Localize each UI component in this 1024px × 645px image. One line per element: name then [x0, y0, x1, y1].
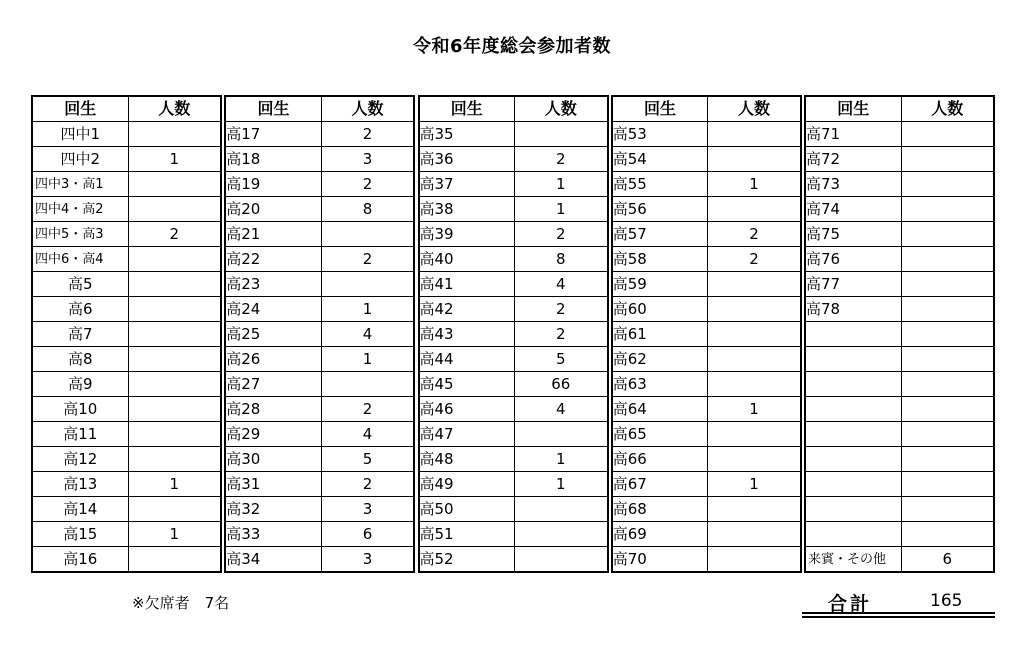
table-row [225, 447, 414, 472]
table-row [612, 397, 801, 422]
table-row [225, 397, 414, 422]
cell-kai [805, 347, 901, 372]
table-row [225, 522, 414, 547]
header-ninzu: 人数 [128, 96, 221, 122]
attendance-table-block [804, 95, 995, 573]
table-header-row [805, 96, 994, 122]
table-row [225, 347, 414, 372]
table-row [612, 472, 801, 497]
cell-kai: 四中1 [32, 122, 128, 147]
cell-ninzu [515, 122, 608, 147]
table-row [805, 547, 994, 573]
cell-ninzu: 1 [321, 347, 414, 372]
table-row [32, 147, 221, 172]
cell-kai: 高59 [612, 272, 708, 297]
cell-ninzu: 66 [515, 372, 608, 397]
table-row [32, 247, 221, 272]
cell-kai: 四中3・高1 [32, 172, 128, 197]
table-row [32, 447, 221, 472]
cell-ninzu [901, 172, 994, 197]
cell-kai: 高69 [612, 522, 708, 547]
cell-kai: 高8 [32, 347, 128, 372]
cell-ninzu [901, 497, 994, 522]
cell-kai: 高19 [225, 172, 321, 197]
table-row [32, 222, 221, 247]
cell-ninzu [901, 222, 994, 247]
cell-ninzu: 1 [708, 397, 801, 422]
cell-ninzu [901, 272, 994, 297]
table-row [419, 447, 608, 472]
cell-ninzu: 1 [515, 447, 608, 472]
cell-kai: 高47 [419, 422, 515, 447]
cell-kai: 高39 [419, 222, 515, 247]
cell-kai: 高55 [612, 172, 708, 197]
table-row [805, 522, 994, 547]
table-row [225, 497, 414, 522]
cell-ninzu [901, 322, 994, 347]
table-row [612, 347, 801, 372]
cell-ninzu [901, 397, 994, 422]
cell-ninzu [321, 222, 414, 247]
table-row [419, 297, 608, 322]
table-row [612, 447, 801, 472]
cell-ninzu [128, 247, 221, 272]
cell-kai: 高33 [225, 522, 321, 547]
cell-ninzu [901, 472, 994, 497]
table-header-row [612, 96, 801, 122]
table-row [32, 547, 221, 573]
total-label: 合計 [828, 593, 873, 615]
cell-ninzu [321, 372, 414, 397]
cell-ninzu: 3 [321, 147, 414, 172]
cell-kai: 高48 [419, 447, 515, 472]
cell-kai: 高31 [225, 472, 321, 497]
cell-kai [805, 422, 901, 447]
cell-kai: 高75 [805, 222, 901, 247]
cell-ninzu [321, 272, 414, 297]
cell-kai: 高11 [32, 422, 128, 447]
table-row [32, 372, 221, 397]
cell-ninzu: 4 [321, 422, 414, 447]
cell-kai: 高25 [225, 322, 321, 347]
cell-ninzu [128, 197, 221, 222]
cell-ninzu: 4 [321, 322, 414, 347]
cell-ninzu [128, 297, 221, 322]
cell-kai: 高38 [419, 197, 515, 222]
table-row [805, 397, 994, 422]
table-row [32, 272, 221, 297]
table-row [32, 472, 221, 497]
total-underline [802, 612, 995, 614]
table-row [419, 372, 608, 397]
table-row [225, 422, 414, 447]
table-row [805, 422, 994, 447]
header-ninzu: 人数 [901, 96, 994, 122]
cell-ninzu [708, 447, 801, 472]
cell-ninzu: 5 [515, 347, 608, 372]
cell-ninzu [708, 522, 801, 547]
cell-kai: 四中6・高4 [32, 247, 128, 272]
table-row [612, 172, 801, 197]
cell-ninzu [515, 522, 608, 547]
cell-kai: 高14 [32, 497, 128, 522]
cell-kai: 高41 [419, 272, 515, 297]
table-row [419, 272, 608, 297]
header-ninzu: 人数 [708, 96, 801, 122]
table-row [225, 272, 414, 297]
cell-kai: 高74 [805, 197, 901, 222]
cell-ninzu [128, 497, 221, 522]
cell-kai: 高73 [805, 172, 901, 197]
cell-ninzu [901, 122, 994, 147]
cell-kai: 高15 [32, 522, 128, 547]
cell-kai: 高20 [225, 197, 321, 222]
table-row [612, 222, 801, 247]
cell-ninzu: 2 [321, 172, 414, 197]
table-row [32, 397, 221, 422]
table-row [805, 172, 994, 197]
cell-kai: 高16 [32, 547, 128, 573]
cell-kai: 高37 [419, 172, 515, 197]
cell-ninzu [515, 497, 608, 522]
cell-kai: 高61 [612, 322, 708, 347]
cell-kai: 高64 [612, 397, 708, 422]
cell-ninzu: 1 [128, 522, 221, 547]
cell-kai: 高36 [419, 147, 515, 172]
table-row [32, 172, 221, 197]
header-kai: 回生 [612, 96, 708, 122]
table-row [612, 422, 801, 447]
table-row [32, 522, 221, 547]
table-row [805, 297, 994, 322]
table-row [419, 347, 608, 372]
absentee-note: ※欠席者 7名 [132, 594, 230, 612]
table-row [32, 422, 221, 447]
cell-kai: 高68 [612, 497, 708, 522]
table-row [225, 122, 414, 147]
table-row [805, 222, 994, 247]
cell-kai: 四中2 [32, 147, 128, 172]
cell-kai: 高22 [225, 247, 321, 272]
table-row [805, 122, 994, 147]
table-row [612, 322, 801, 347]
cell-ninzu [901, 422, 994, 447]
cell-kai: 高34 [225, 547, 321, 573]
table-row [805, 147, 994, 172]
table-row [225, 172, 414, 197]
attendance-table-block [611, 95, 802, 573]
cell-ninzu: 8 [515, 247, 608, 272]
table-row [612, 522, 801, 547]
table-row [612, 247, 801, 272]
cell-kai: 高76 [805, 247, 901, 272]
cell-ninzu: 2 [321, 397, 414, 422]
cell-kai: 高35 [419, 122, 515, 147]
table-row [612, 372, 801, 397]
table-row [805, 447, 994, 472]
table-row [419, 322, 608, 347]
cell-ninzu: 4 [515, 272, 608, 297]
table-row [419, 472, 608, 497]
table-row [612, 297, 801, 322]
cell-kai: 高49 [419, 472, 515, 497]
table-row [805, 497, 994, 522]
cell-kai: 高21 [225, 222, 321, 247]
cell-ninzu [515, 547, 608, 573]
cell-ninzu [708, 197, 801, 222]
table-row [225, 297, 414, 322]
attendance-tables [31, 95, 995, 569]
cell-kai: 高17 [225, 122, 321, 147]
cell-ninzu: 1 [321, 297, 414, 322]
attendance-table-block [31, 95, 222, 573]
cell-kai: 高52 [419, 547, 515, 573]
table-row [225, 547, 414, 573]
cell-kai: 高42 [419, 297, 515, 322]
cell-ninzu [708, 122, 801, 147]
cell-kai: 高65 [612, 422, 708, 447]
table-row [225, 197, 414, 222]
cell-ninzu [128, 322, 221, 347]
cell-ninzu [128, 347, 221, 372]
table-row [225, 222, 414, 247]
cell-kai: 四中5・高3 [32, 222, 128, 247]
cell-kai: 高27 [225, 372, 321, 397]
cell-ninzu [708, 272, 801, 297]
cell-kai: 高6 [32, 297, 128, 322]
header-kai: 回生 [32, 96, 128, 122]
cell-kai: 高53 [612, 122, 708, 147]
table-row [612, 197, 801, 222]
cell-ninzu: 4 [515, 397, 608, 422]
table-row [805, 197, 994, 222]
cell-kai: 高44 [419, 347, 515, 372]
cell-ninzu: 2 [321, 472, 414, 497]
header-ninzu: 人数 [515, 96, 608, 122]
cell-kai: 四中4・高2 [32, 197, 128, 222]
table-row [805, 322, 994, 347]
cell-ninzu [128, 547, 221, 573]
cell-kai: 高71 [805, 122, 901, 147]
cell-ninzu: 6 [901, 547, 994, 573]
cell-ninzu: 8 [321, 197, 414, 222]
cell-kai: 高7 [32, 322, 128, 347]
table-row [32, 497, 221, 522]
cell-kai: 高57 [612, 222, 708, 247]
cell-kai [805, 397, 901, 422]
cell-kai: 高13 [32, 472, 128, 497]
cell-ninzu [901, 297, 994, 322]
cell-kai: 高26 [225, 347, 321, 372]
table-row [612, 272, 801, 297]
cell-ninzu: 3 [321, 547, 414, 573]
table-header-row [225, 96, 414, 122]
total-box [802, 583, 995, 617]
header-ninzu: 人数 [321, 96, 414, 122]
cell-ninzu: 2 [515, 297, 608, 322]
cell-kai: 高18 [225, 147, 321, 172]
table-row [419, 247, 608, 272]
cell-kai [805, 447, 901, 472]
cell-ninzu [708, 147, 801, 172]
cell-ninzu: 1 [515, 172, 608, 197]
cell-ninzu: 1 [128, 472, 221, 497]
table-row [225, 472, 414, 497]
cell-ninzu [708, 322, 801, 347]
attendance-table-block [418, 95, 609, 573]
table-row [419, 397, 608, 422]
page-title: 令和6年度総会参加者数 [412, 36, 612, 57]
total-value: 165 [930, 591, 963, 611]
table-row [32, 347, 221, 372]
cell-kai: 高72 [805, 147, 901, 172]
table-row [32, 322, 221, 347]
table-row [32, 297, 221, 322]
cell-kai: 高23 [225, 272, 321, 297]
cell-kai: 高46 [419, 397, 515, 422]
table-row [419, 522, 608, 547]
cell-kai: 高10 [32, 397, 128, 422]
table-row [805, 247, 994, 272]
cell-ninzu [708, 297, 801, 322]
cell-ninzu: 1 [128, 147, 221, 172]
cell-ninzu [128, 272, 221, 297]
cell-kai: 高58 [612, 247, 708, 272]
cell-ninzu [128, 172, 221, 197]
cell-ninzu [708, 347, 801, 372]
cell-kai [805, 372, 901, 397]
cell-ninzu [901, 197, 994, 222]
table-row [419, 547, 608, 573]
cell-kai: 高60 [612, 297, 708, 322]
cell-ninzu [901, 147, 994, 172]
cell-ninzu: 1 [708, 472, 801, 497]
cell-kai [805, 472, 901, 497]
cell-kai: 高43 [419, 322, 515, 347]
table-row [805, 272, 994, 297]
cell-ninzu: 1 [708, 172, 801, 197]
cell-ninzu: 2 [515, 147, 608, 172]
cell-kai: 高66 [612, 447, 708, 472]
header-kai: 回生 [805, 96, 901, 122]
table-row [805, 372, 994, 397]
header-kai: 回生 [225, 96, 321, 122]
cell-kai: 高54 [612, 147, 708, 172]
table-row [419, 172, 608, 197]
cell-ninzu: 2 [515, 222, 608, 247]
header-kai: 回生 [419, 96, 515, 122]
cell-kai: 高45 [419, 372, 515, 397]
cell-ninzu [901, 247, 994, 272]
cell-ninzu [708, 372, 801, 397]
cell-ninzu: 2 [321, 122, 414, 147]
cell-ninzu [708, 547, 801, 573]
cell-kai: 高67 [612, 472, 708, 497]
table-row [225, 372, 414, 397]
cell-kai: 来賓・その他 [805, 547, 901, 573]
cell-ninzu: 3 [321, 497, 414, 522]
cell-ninzu: 2 [128, 222, 221, 247]
cell-kai: 高28 [225, 397, 321, 422]
cell-kai: 高63 [612, 372, 708, 397]
cell-ninzu: 2 [321, 247, 414, 272]
cell-kai [805, 322, 901, 347]
cell-kai: 高12 [32, 447, 128, 472]
cell-kai: 高70 [612, 547, 708, 573]
attendance-table-block [224, 95, 415, 573]
cell-kai: 高24 [225, 297, 321, 322]
cell-ninzu [901, 522, 994, 547]
cell-ninzu: 5 [321, 447, 414, 472]
table-row [805, 472, 994, 497]
cell-kai: 高5 [32, 272, 128, 297]
cell-ninzu [128, 422, 221, 447]
table-row [419, 222, 608, 247]
cell-ninzu [708, 422, 801, 447]
cell-ninzu: 1 [515, 197, 608, 222]
cell-kai: 高30 [225, 447, 321, 472]
table-row [612, 547, 801, 573]
table-row [225, 247, 414, 272]
table-row [32, 122, 221, 147]
table-row [419, 497, 608, 522]
table-row [419, 147, 608, 172]
table-row [805, 347, 994, 372]
table-row [225, 322, 414, 347]
table-row [419, 422, 608, 447]
table-header-row [419, 96, 608, 122]
cell-ninzu: 2 [708, 222, 801, 247]
cell-ninzu: 1 [515, 472, 608, 497]
cell-kai [805, 522, 901, 547]
table-row [612, 122, 801, 147]
table-row [612, 497, 801, 522]
cell-ninzu [708, 497, 801, 522]
cell-ninzu [128, 397, 221, 422]
cell-ninzu [515, 422, 608, 447]
cell-ninzu [128, 372, 221, 397]
cell-kai: 高50 [419, 497, 515, 522]
cell-ninzu [128, 122, 221, 147]
cell-kai: 高29 [225, 422, 321, 447]
cell-ninzu: 6 [321, 522, 414, 547]
cell-kai: 高9 [32, 372, 128, 397]
table-header-row [32, 96, 221, 122]
table-row [612, 147, 801, 172]
table-row [32, 197, 221, 222]
cell-ninzu [901, 372, 994, 397]
cell-ninzu [901, 347, 994, 372]
cell-kai: 高51 [419, 522, 515, 547]
total-double-underline [802, 616, 995, 618]
cell-kai: 高62 [612, 347, 708, 372]
cell-ninzu [901, 447, 994, 472]
cell-kai: 高77 [805, 272, 901, 297]
cell-ninzu: 2 [515, 322, 608, 347]
cell-ninzu: 2 [708, 247, 801, 272]
cell-kai: 高40 [419, 247, 515, 272]
cell-kai: 高78 [805, 297, 901, 322]
table-row [419, 122, 608, 147]
cell-ninzu [128, 447, 221, 472]
cell-kai: 高56 [612, 197, 708, 222]
table-row [225, 147, 414, 172]
table-row [419, 197, 608, 222]
cell-kai: 高32 [225, 497, 321, 522]
cell-kai [805, 497, 901, 522]
